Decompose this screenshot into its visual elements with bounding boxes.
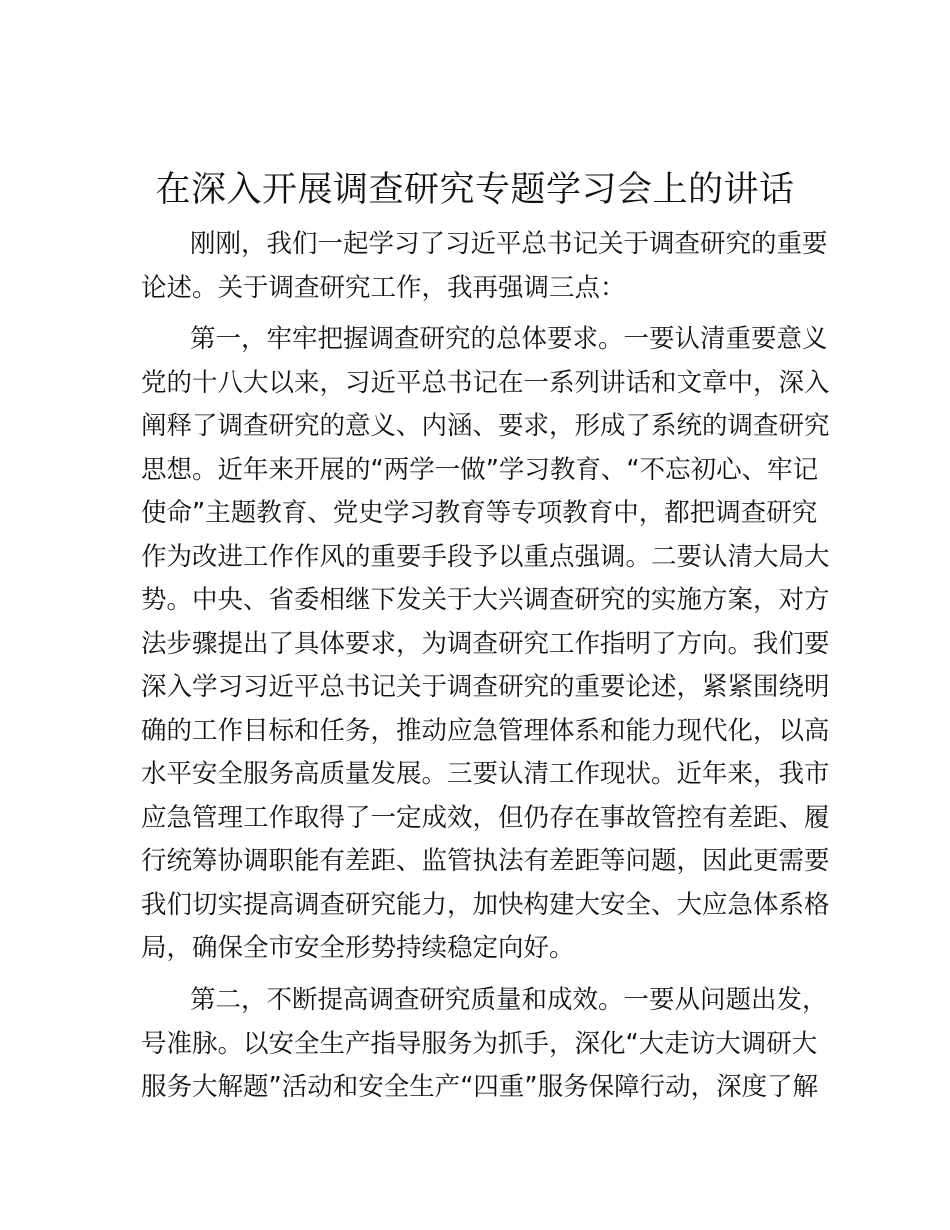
text-line: 刚刚，我们一起学习了习近平总书记关于调查研究的重要 bbox=[190, 229, 828, 259]
text-line: 行统筹协调职能有差距、监管执法有差距等问题，因此更需要 bbox=[141, 846, 830, 876]
text-line: 使命”主题教育、党史学习教育等专项教育中，都把调查研究 bbox=[141, 498, 818, 528]
paragraph-second-point bbox=[141, 979, 828, 1110]
paragraph-intro bbox=[141, 223, 828, 310]
text-line: 我们切实提高调查研究能力，加快构建大安全、大应急体系格 bbox=[141, 889, 830, 920]
text-line: 局，确保全市安全形势持续稳定向好。 bbox=[141, 933, 575, 963]
text-line: 阐释了调查研究的意义、内涵、要求，形成了系统的调查研究 bbox=[141, 411, 830, 441]
text-line: 服务大解题”活动和安全生产“四重”服务保障行动，深度了解 bbox=[141, 1072, 819, 1102]
text-line: 确的工作目标和任务，推动应急管理体系和能力现代化，以高 bbox=[141, 715, 830, 746]
text-line: 思想。近年来开展的“两学一做”学习教育、“不忘初心、牢记 bbox=[141, 454, 819, 485]
text-line: 第二，不断提高调查研究质量和成效。一要从问题出发， bbox=[190, 985, 828, 1015]
text-line: 应急管理工作取得了一定成效，但仍存在事故管控有差距、履 bbox=[141, 802, 830, 833]
text-line: 作为改进工作作风的重要手段予以重点强调。二要认清大局大 bbox=[141, 541, 830, 572]
text-line: 论述。关于调查研究工作，我再强调三点： bbox=[141, 272, 626, 303]
text-line: 法步骤提出了具体要求，为调查研究工作指明了方向。我们要 bbox=[141, 628, 830, 659]
paragraph-first-point bbox=[141, 318, 830, 971]
text-line: 深入学习习近平总书记关于调查研究的重要论述，紧紧围绕明 bbox=[141, 672, 830, 702]
text-line: 党的十八大以来，习近平总书记在一系列讲话和文章中，深入 bbox=[141, 367, 830, 398]
text-line: 第一，牢牢把握调查研究的总体要求。一要认清重要意义 bbox=[190, 324, 828, 354]
text-line: 号准脉。以安全生产指导服务为抓手，深化“大走访大调研大 bbox=[141, 1028, 818, 1059]
text-line: 势。中央、省委相继下发关于大兴调查研究的实施方案，对方 bbox=[141, 585, 830, 615]
document-title: 在深入开展调查研究专题学习会上的讲话 bbox=[155, 170, 795, 210]
text-line: 水平安全服务高质量发展。三要认清工作现状。近年来，我市 bbox=[141, 759, 830, 789]
